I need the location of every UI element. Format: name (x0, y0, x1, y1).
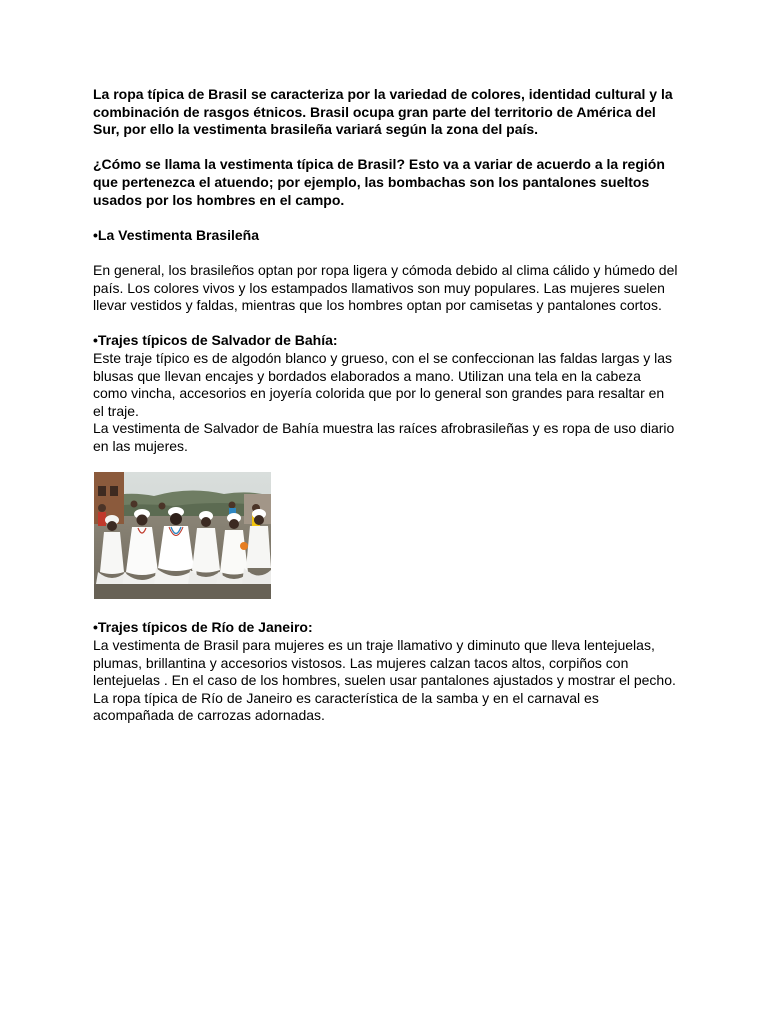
document-page (93, 86, 678, 725)
paragraph-spacer (93, 209, 678, 227)
intro-paragraph-2: ¿Cómo se llama la vestimenta típica de Brasil? Esto va a variar de acuerdo a la región que pertenezca el atuendo; por ejemplo, las bombachas son los pantalones sueltos usados por los hombres en el campo. (93, 156, 665, 208)
section-body-bahia-1: Este traje típico es de algodón blanco y grueso, con el se confeccionan las faldas largas y las blusas que llevan encajes y bordados elaborados a mano. Utilizan una tela en la cabeza como vincha, accesorios en joyería colorida que por lo general son grandes para resaltar en el traje. (93, 349, 673, 419)
section-body-rio-1: La vestimenta de Brasil para mujeres es un traje llamativo y diminuto que lleva lentejuelas, plumas, brillantina y accesorios vistosos. Las mujeres calzan tacos altos, corpiños con lentejuelas . En el caso de los hombres, suelen usar pantalones ajustados y mostrar el pecho. (93, 637, 676, 689)
paragraph-spacer (93, 315, 678, 333)
section-body-rio-2: La ropa típica de Río de Janeiro es característica de la samba y en el carnaval es acompañada de carrozas adornadas. (93, 689, 599, 724)
section-body-general: En general, los brasileños optan por ropa ligera y cómoda debido al clima cálido y húmedo del país. Los colores vivos y los estampados llamativos son muy populares. Las mujeres suelen llevar vestidos y faldas, mientras que los hombres optan por camisetas y pantalones cortos. (93, 261, 678, 314)
section-heading-rio: •Trajes típicos de Río de Janeiro: (93, 619, 313, 636)
intro-paragraph-1: La ropa típica de Brasil se caracteriza por la variedad de colores, identidad cultural y la combinación de rasgos étnicos. Brasil ocupa gran parte del territorio de América del Sur, por ello la vestimenta brasileña variará según la zona del país. (93, 86, 673, 138)
paragraph-spacer (93, 139, 678, 157)
section-heading-bahia: •Trajes típicos de Salvador de Bahía: (93, 332, 338, 349)
paragraph-spacer (93, 244, 678, 262)
section-heading-general: •La Vestimenta Brasileña (93, 226, 259, 243)
bahia-costume-photo (94, 472, 271, 599)
section-body-bahia-2: La vestimenta de Salvador de Bahía muestra las raíces afrobrasileñas y es ropa de uso diario en las mujeres. (93, 420, 675, 454)
